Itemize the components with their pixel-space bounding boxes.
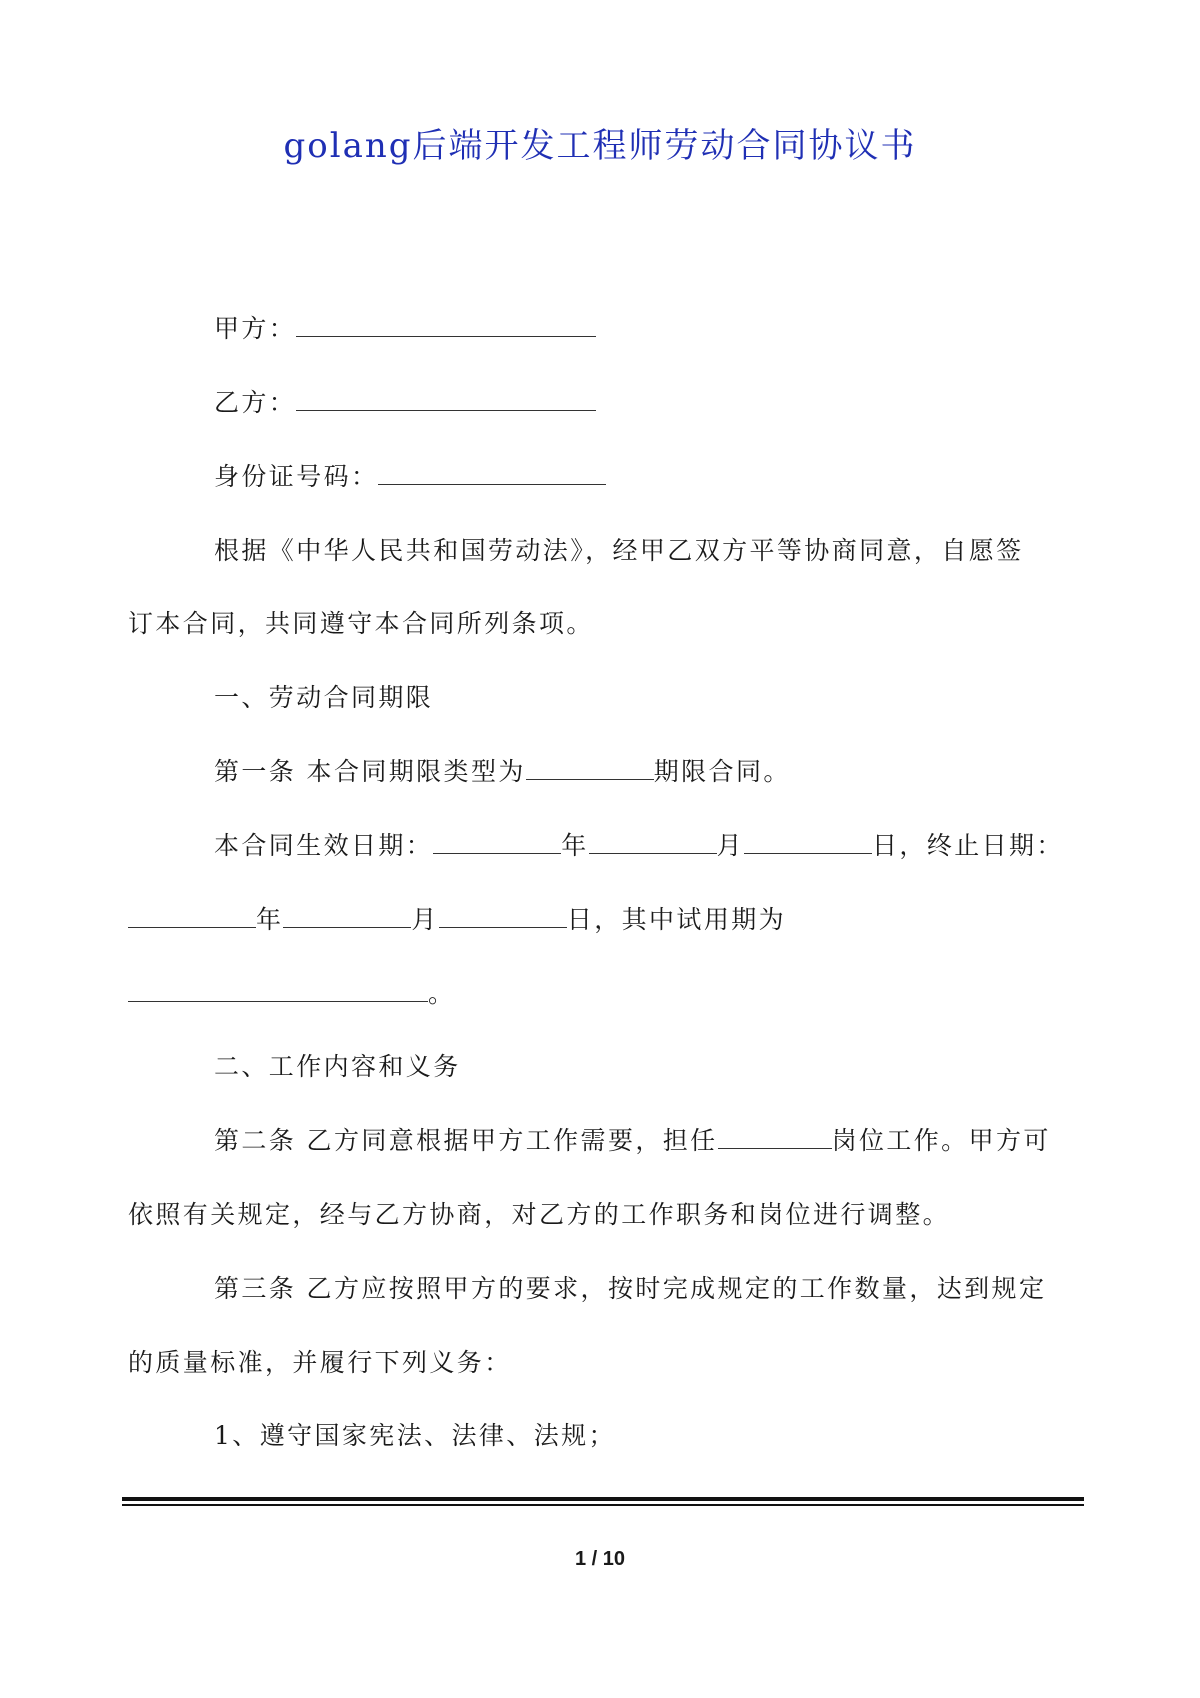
year-label: 年: [256, 905, 284, 934]
start-day-blank[interactable]: [744, 831, 872, 854]
article-2-line-2: 依照有关规定，经与乙方协商，对乙方的工作职务和岗位进行调整。: [128, 1200, 951, 1229]
section-1-heading: 一、劳动合同期限: [214, 683, 434, 712]
year-label: 年: [561, 831, 589, 860]
end-day-blank[interactable]: [439, 905, 567, 928]
start-month-blank[interactable]: [589, 831, 717, 854]
party-a-blank[interactable]: [296, 314, 596, 337]
article-2-suffix: 岗位工作。甲方可: [831, 1126, 1051, 1155]
party-b-blank[interactable]: [296, 388, 596, 411]
month-label: 月: [411, 905, 439, 934]
contract-type-blank[interactable]: [526, 757, 654, 780]
party-b-line: [214, 386, 596, 420]
intro-line-1: 根据《中华人民共和国劳动法》，经甲乙双方平等协商同意，自愿签: [214, 536, 1024, 565]
page-number: 1 / 10: [574, 1548, 626, 1570]
month-label: 月: [716, 831, 745, 860]
end-date-label: 日，终止日期：: [872, 831, 1064, 860]
article-3-line-1: 第三条 乙方应按照甲方的要求，按时完成规定的工作数量，达到规定: [214, 1274, 1047, 1303]
party-a-label: 甲方：: [214, 314, 297, 343]
end-date-line: [128, 903, 786, 937]
party-a-line: [214, 312, 596, 346]
section-2-heading: 二、工作内容和义务: [214, 1052, 461, 1081]
article-1-prefix: 第一条 本合同期限类型为: [214, 757, 526, 786]
id-number-line: [214, 460, 606, 494]
article-1-suffix: 期限合同。: [653, 757, 791, 786]
position-blank[interactable]: [718, 1126, 832, 1149]
effective-date-line: [214, 829, 1064, 863]
probation-line: [128, 977, 455, 1011]
duty-item-1: 1、遵守国家宪法、法律、法规；: [214, 1421, 616, 1450]
party-b-label: 乙方：: [214, 388, 297, 417]
id-number-label: 身份证号码：: [214, 462, 379, 491]
document-title: golang后端开发工程师劳动合同协议书: [283, 126, 917, 166]
article-1-line: [214, 755, 791, 789]
probation-label: 日，其中试用期为: [566, 905, 787, 934]
article-2-prefix: 第二条 乙方同意根据甲方工作需要，担任: [214, 1126, 718, 1155]
probation-blank[interactable]: [128, 979, 428, 1002]
article-2-line-1: [214, 1124, 1051, 1158]
id-number-blank[interactable]: [378, 462, 606, 485]
period-end: 。: [428, 979, 456, 1008]
end-month-blank[interactable]: [283, 905, 411, 928]
end-year-blank[interactable]: [128, 905, 256, 928]
start-year-blank[interactable]: [433, 831, 561, 854]
effective-date-label: 本合同生效日期：: [214, 831, 434, 860]
footer-rule-thin: [122, 1504, 1084, 1506]
article-3-line-2: 的质量标准，并履行下列义务：: [128, 1348, 512, 1377]
footer-rule-thick: [122, 1497, 1084, 1501]
intro-line-2: 订本合同，共同遵守本合同所列条项。: [128, 609, 594, 638]
